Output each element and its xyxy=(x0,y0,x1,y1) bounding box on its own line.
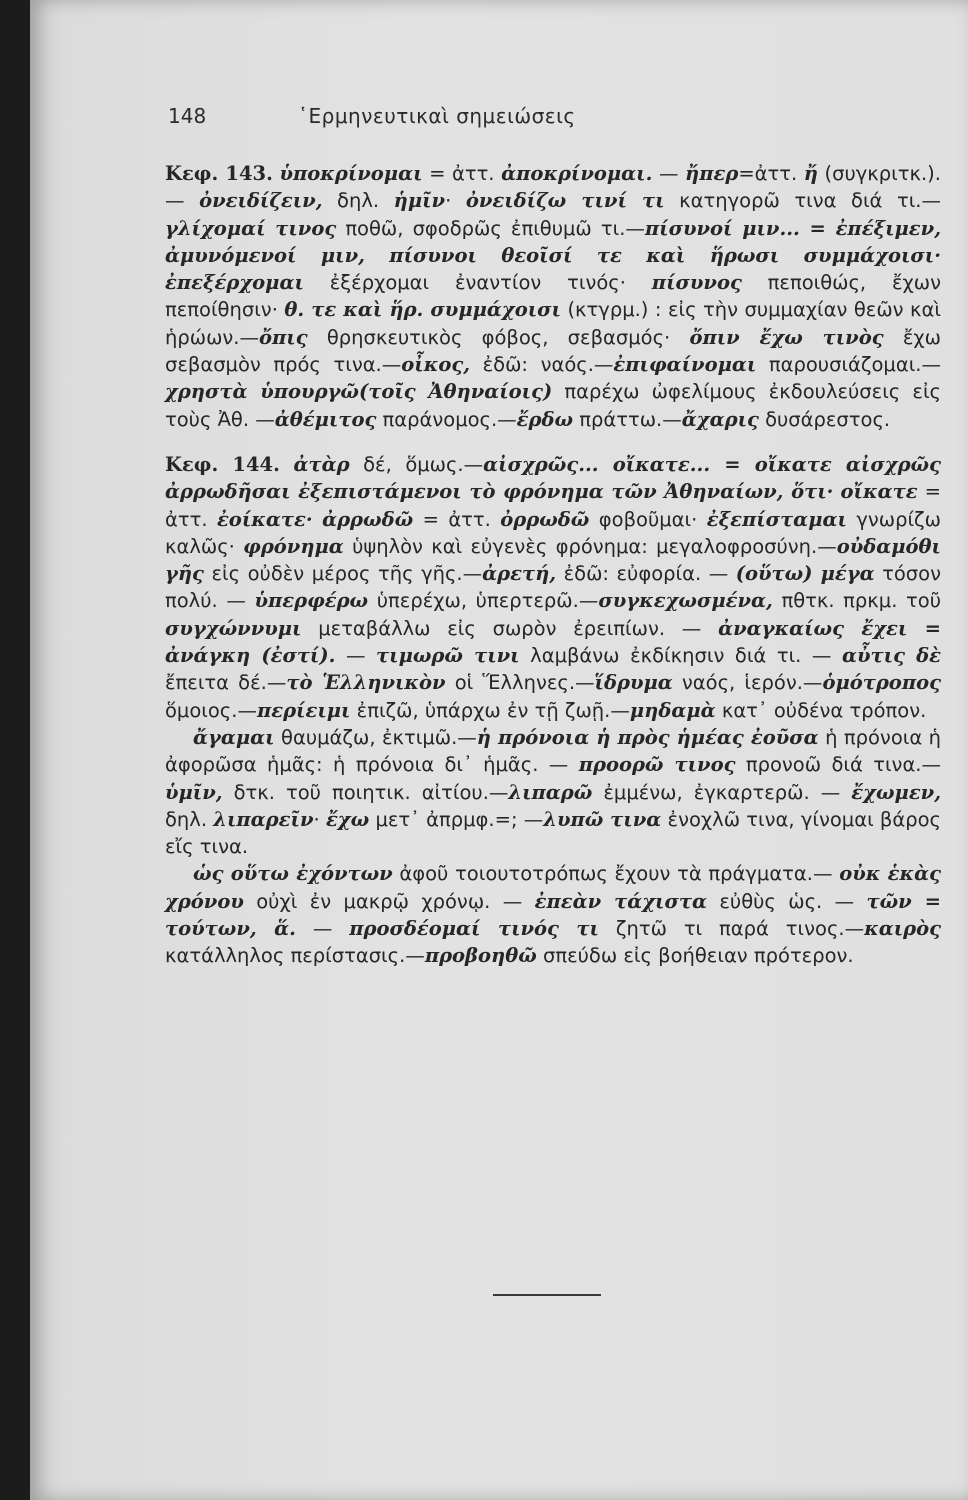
gloss-text: = ἀττ. xyxy=(422,162,502,185)
gloss-text: δηλ. xyxy=(165,807,214,831)
greek-term: προορῶ τινος xyxy=(578,753,736,777)
greek-term: θ. τε καὶ ἥρ. συμμάχοισι xyxy=(284,298,561,322)
greek-term: ὀρρωδῶ xyxy=(500,507,590,531)
greek-term: ἐξεπίσταμαι xyxy=(706,507,847,531)
greek-term: ὄπις xyxy=(259,325,308,349)
gloss-text: (συγκριτκ.). — xyxy=(165,162,941,213)
greek-term: λυπῶ τινα xyxy=(543,807,662,831)
greek-term: ἡ πρόνοια ἡ πρὸς ἡμέας ἐοῦσα xyxy=(476,725,819,749)
greek-term: φρόνημα xyxy=(243,534,344,558)
gloss-text: οὐχὶ ἐν μακρῷ χρόνῳ. — xyxy=(243,889,535,913)
gloss-text: ἡ πρόνοια ἡ ἀφορῶσα ἡμᾶς: ἡ πρόνοια δι᾽ ἡμᾶς. — xyxy=(165,725,942,777)
gloss-text: = ἀττ. xyxy=(413,507,501,531)
gloss-text: ὅμοιος.— xyxy=(165,698,257,722)
greek-term: περίειμι xyxy=(256,698,351,722)
gloss-text: ἐνοχλῶ τινα, γίνομαι βάρος εἴς τινα. xyxy=(165,807,941,859)
greek-term: προβοηθῶ xyxy=(424,944,537,968)
gloss-text: ἔπειτα δέ.— xyxy=(165,671,287,695)
greek-term: ἀναγκαίως ἔχει = ἀνάγκη (ἐστί). xyxy=(165,616,941,668)
gloss-text: ναός, ἱερόν.— xyxy=(672,671,823,695)
greek-term: ἤπερ xyxy=(685,162,739,185)
gloss-text xyxy=(280,453,294,476)
greek-term: ἔχωμεν, xyxy=(851,780,941,804)
greek-term: ἄχαρις xyxy=(681,407,759,431)
gloss-text: τόσον πολύ. — xyxy=(165,562,941,613)
greek-term: ὁμότροπος xyxy=(822,671,941,695)
greek-term: ἔχω xyxy=(325,807,370,831)
greek-term: ἡμῖν xyxy=(393,189,446,213)
gloss-text: ἐξέρχομαι ἐναντίον τινός· xyxy=(303,271,652,295)
gloss-text: ἔχω σεβασμὸν πρός τινα.— xyxy=(165,325,941,377)
greek-term: μηδαμὰ xyxy=(629,698,716,722)
greek-term: οἴκατε xyxy=(840,480,918,504)
greek-term: ὀνειδίζειν, xyxy=(199,189,323,213)
greek-term: (οὕτω) μέγα xyxy=(735,562,875,586)
gloss-text: παράνομος.— xyxy=(376,407,517,431)
page-header xyxy=(168,104,728,134)
chapter-label: Κεφ. 143. xyxy=(165,162,273,185)
gloss-text: εἰς οὐδὲν μέρος τῆς γῆς.— xyxy=(203,562,483,586)
gloss-text: πθτκ. πρκμ. τοῦ xyxy=(772,589,941,613)
greek-term: ἵδρυμα xyxy=(594,671,673,695)
greek-term: πίσυνοί μιν... = ἐπέξιμεν, ἀμυνόμενοί μιν, πίσυνοι θεοῖσί τε καὶ ἥρωσι συμμάχοισι· xyxy=(165,216,941,267)
gloss-text: ὑπερέχω, ὑπερτερῶ.— xyxy=(368,589,599,613)
greek-term: ἀποκρίνομαι. xyxy=(501,162,653,185)
gloss-text: ἀφοῦ τοιουτοτρόπως ἔχουν τὰ πράγματα.— xyxy=(392,862,840,886)
gloss-text: πεποιθώς, ἔχων πεποίθησιν· xyxy=(165,271,941,322)
greek-term: αὖτις δὲ xyxy=(842,644,941,668)
greek-term: ὑπερφέρω xyxy=(254,589,369,613)
greek-term: αἰσχρῶς... οἴκατε... = οἴκατε αἰσχρῶς ἀρρωδῆσαι ἐξεπιστάμενοι τὸ φρόνημα τῶν Ἀθηναίων, ὅτι· xyxy=(165,452,941,504)
greek-term: ἀρετή, xyxy=(482,562,557,586)
greek-term: γλίχομαί τινος xyxy=(165,216,337,240)
greek-term: συγχώννυμι xyxy=(165,616,302,640)
greek-term: ὀνειδίζω τινί τι xyxy=(465,189,665,213)
gloss-text: σπεύδω εἰς βοήθειαν πρότερον. xyxy=(536,944,854,968)
greek-term: ἀτὰρ xyxy=(293,452,350,476)
paragraph-agamai xyxy=(165,724,941,860)
gloss-text: δέ, ὅμως.— xyxy=(349,452,484,476)
gloss-text: εὐθὺς ὡς. — xyxy=(707,889,867,913)
greek-term: χρηστὰ ὑπουργῶ(τοῖς Ἀθηναίοις) xyxy=(165,380,553,404)
greek-term: ὑποκρίνομαι xyxy=(279,162,423,185)
gloss-text: ἐδῶ: εὐφορία. — xyxy=(556,562,736,586)
chapter-label: Κεφ. 144. xyxy=(165,452,280,476)
greek-term: τιμωρῶ τινι xyxy=(376,644,520,668)
gloss-text: φοβοῦμαι· xyxy=(589,507,707,531)
greek-term: τὸ Ἑλληνικὸν xyxy=(286,671,446,695)
closing-rule xyxy=(493,1294,601,1296)
gloss-text: ἐδῶ: ναός.— xyxy=(470,353,614,377)
gloss-text: πράττω.— xyxy=(573,407,682,431)
body-text xyxy=(165,160,941,970)
gloss-text: κατάλληλος περίστασις.— xyxy=(165,944,425,968)
gloss-text: γνωρίζω καλῶς· xyxy=(165,507,941,558)
gloss-text: παρέχω ὠφελίμους ἐκδουλεύσεις εἰς τοὺς Ἀθ. — xyxy=(165,380,942,431)
gloss-text: · xyxy=(445,189,466,213)
greek-term: ἐοίκατε· xyxy=(216,507,313,531)
greek-term: προσδέομαί τινός τι xyxy=(349,917,599,941)
gloss-text: ποθῶ, σφοδρῶς ἐπιθυμῶ τι.— xyxy=(336,216,645,240)
gloss-text xyxy=(833,480,840,503)
gloss-text: μεταβάλλω εἰς σωρὸν ἐρειπίων. — xyxy=(301,616,719,640)
gloss-text: θαυμάζω, ἐκτιμῶ.— xyxy=(274,725,477,749)
gloss-text: δτκ. τοῦ ποιητικ. αἰτίου.— xyxy=(222,780,509,804)
greek-term: ἐπιφαίνομαι xyxy=(613,353,757,377)
gloss-text: — xyxy=(295,917,350,941)
greek-term: ἀθέμιτος xyxy=(274,407,377,431)
gloss-text: κατηγορῶ τινα διά τι.— xyxy=(664,189,941,213)
greek-term: οἶκος, xyxy=(401,353,470,377)
greek-term: ἤ xyxy=(803,162,818,185)
gloss-text: ἐμμένω, ἐγκαρτερῶ. — xyxy=(592,780,852,804)
greek-term: λιπαρεῖν xyxy=(213,807,314,831)
gloss-text: (κτγρμ.) : εἰς τὴν συμμαχίαν θεῶν καὶ ἡρώων.— xyxy=(165,298,941,349)
paragraph-chapter-144 xyxy=(165,451,941,724)
greek-term: ὡς οὕτω ἐχόντων xyxy=(193,862,393,886)
greek-term: ἐπεξέρχομαι xyxy=(165,271,304,295)
greek-term: ἔρδω xyxy=(516,407,574,431)
gloss-text: παρουσιάζομαι.— xyxy=(756,353,941,377)
greek-term: πίσυνος xyxy=(651,271,742,295)
greek-term: λιπαρῶ xyxy=(508,780,593,804)
greek-term: ὄπιν ἔχω τινὸς xyxy=(689,325,884,349)
greek-term: τῶν = τούτων, ἅ. xyxy=(165,889,941,941)
gloss-text: μετ᾽ ἀπρμφ.=; — xyxy=(369,807,544,831)
gloss-text: =ἀττ. xyxy=(738,162,804,185)
gloss-text: δυσάρεστος. xyxy=(758,407,891,431)
gloss-text: δηλ. xyxy=(322,189,394,213)
paragraph-chapter-143 xyxy=(165,160,941,433)
gloss-text xyxy=(313,508,322,531)
gloss-text: — xyxy=(652,162,686,185)
gloss-text: θρησκευτικὸς φόβος, σεβασμός· xyxy=(307,325,690,349)
running-title: ῾Ερμηνευτικαὶ σημειώσεις xyxy=(298,104,576,128)
greek-term: καιρὸς xyxy=(864,917,941,941)
gloss-text: λαμβάνω ἐκδίκησιν διά τι. — xyxy=(519,644,842,668)
gloss-text: ζητῶ τι παρά τινος.— xyxy=(598,917,865,941)
gloss-text: ἐπιζῶ, ὑπάρχω ἐν τῇ ζωῇ.— xyxy=(350,698,630,722)
greek-term: συγκεχωσμένα, xyxy=(598,589,773,613)
greek-term: ὑμῖν, xyxy=(165,780,223,804)
gloss-text: κατ᾽ οὐδένα τρόπον. xyxy=(715,698,927,722)
greek-term: οὐκ ἑκὰς χρόνου xyxy=(165,862,941,913)
gloss-text: προνοῶ διά τινα.— xyxy=(735,753,942,777)
greek-term: ἀρρωδῶ xyxy=(322,507,414,531)
gloss-text: · xyxy=(313,807,326,831)
page-number: 148 xyxy=(168,104,207,128)
book-page xyxy=(30,0,968,1500)
gloss-text: = ἀττ. xyxy=(165,480,941,531)
greek-term: ἄγαμαι xyxy=(193,725,275,749)
gloss-text: ὑψηλὸν καὶ εὐγενὲς φρόνημα: μεγαλοφροσύνη.— xyxy=(343,534,837,558)
gloss-text: οἱ Ἕλληνες.— xyxy=(445,671,595,695)
gloss-text: — xyxy=(335,644,377,668)
greek-term: ἐπεὰν τάχιστα xyxy=(534,889,707,913)
paragraph-hos-outo xyxy=(165,860,941,969)
greek-term: οὐδαμόθι γῆς xyxy=(165,534,941,586)
